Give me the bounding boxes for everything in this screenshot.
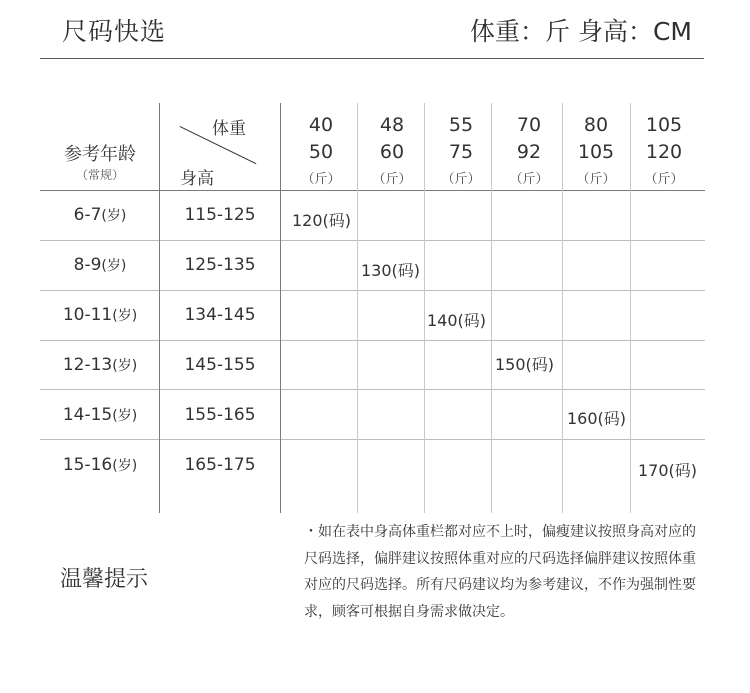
- row-divider: [40, 389, 705, 390]
- table-row-size: 170(码): [638, 461, 698, 480]
- weight-unit: （斤）: [576, 172, 616, 187]
- weight-max: 120: [645, 141, 683, 163]
- weight-unit: （斤）: [441, 172, 481, 187]
- weight-header-col: [630, 112, 698, 187]
- weight-header-col: [427, 112, 495, 187]
- page-title: 尺码快选: [62, 17, 167, 46]
- table-row-height: 115-125: [184, 205, 256, 225]
- header-rule: [40, 190, 705, 191]
- row-divider: [40, 290, 705, 291]
- weight-max: 75: [448, 141, 474, 163]
- row-divider: [40, 439, 705, 440]
- units-note: 体重：斤 身高：CM: [470, 17, 692, 46]
- table-row-size: 160(码): [567, 409, 627, 428]
- table-row-age: 8-9(岁): [73, 255, 127, 275]
- weight-min: 55: [448, 114, 474, 136]
- weight-unit: （斤）: [509, 172, 549, 187]
- weight-max: 50: [308, 141, 334, 163]
- weight-min: 80: [583, 114, 609, 136]
- table-row-size: 120(码): [292, 211, 352, 230]
- table-row-age: 14-15(岁): [62, 405, 138, 425]
- weight-max: 60: [379, 141, 405, 163]
- weight-min: 105: [645, 114, 683, 136]
- table-row-age: 15-16(岁): [62, 455, 138, 475]
- table-row-height: 134-145: [184, 305, 256, 325]
- weight-header-col: [358, 112, 426, 187]
- tips-title: 温馨提示: [60, 567, 149, 592]
- table-row-height: 155-165: [184, 405, 256, 425]
- weight-unit: （斤）: [644, 172, 684, 187]
- corner-height-label: 身高: [180, 169, 214, 189]
- age-column-header: 参考年龄: [64, 144, 136, 165]
- weight-unit: （斤）: [372, 172, 412, 187]
- weight-min: 40: [308, 114, 334, 136]
- table-row-size: 140(码): [427, 311, 487, 330]
- weight-unit: （斤）: [301, 172, 341, 187]
- weight-header-col: [495, 112, 563, 187]
- table-row-size: 150(码): [495, 355, 555, 374]
- tips-text: ・如在表中身高体重栏都对应不上时，偏瘦建议按照身高对应的尺码选择，偏胖建议按照体重对应的尺码选择偏胖建议按照体重对应的尺码选择。所有尺码建议均为参考建议，不作为强制性要求，顾客可根据自身需求做决定。: [304, 524, 696, 620]
- row-divider: [40, 240, 705, 241]
- table-row-size: 130(码): [361, 261, 421, 280]
- col-divider: [280, 103, 281, 513]
- weight-header-col: [562, 112, 630, 187]
- weight-max: 105: [577, 141, 615, 163]
- weight-min: 48: [379, 114, 405, 136]
- age-column-subheader: （常规）: [75, 168, 124, 182]
- weight-header-col: [287, 112, 355, 187]
- table-row-age: 12-13(岁): [62, 355, 138, 375]
- table-row-age: 6-7(岁): [73, 205, 127, 225]
- table-row-height: 125-135: [184, 255, 256, 275]
- corner-weight-label: 体重: [212, 119, 246, 139]
- title-divider: [40, 58, 704, 59]
- table-row-age: 10-11(岁): [62, 305, 138, 325]
- table-row-height: 165-175: [184, 455, 256, 475]
- weight-min: 70: [516, 114, 542, 136]
- table-row-height: 145-155: [184, 355, 256, 375]
- weight-max: 92: [516, 141, 542, 163]
- row-divider: [40, 340, 705, 341]
